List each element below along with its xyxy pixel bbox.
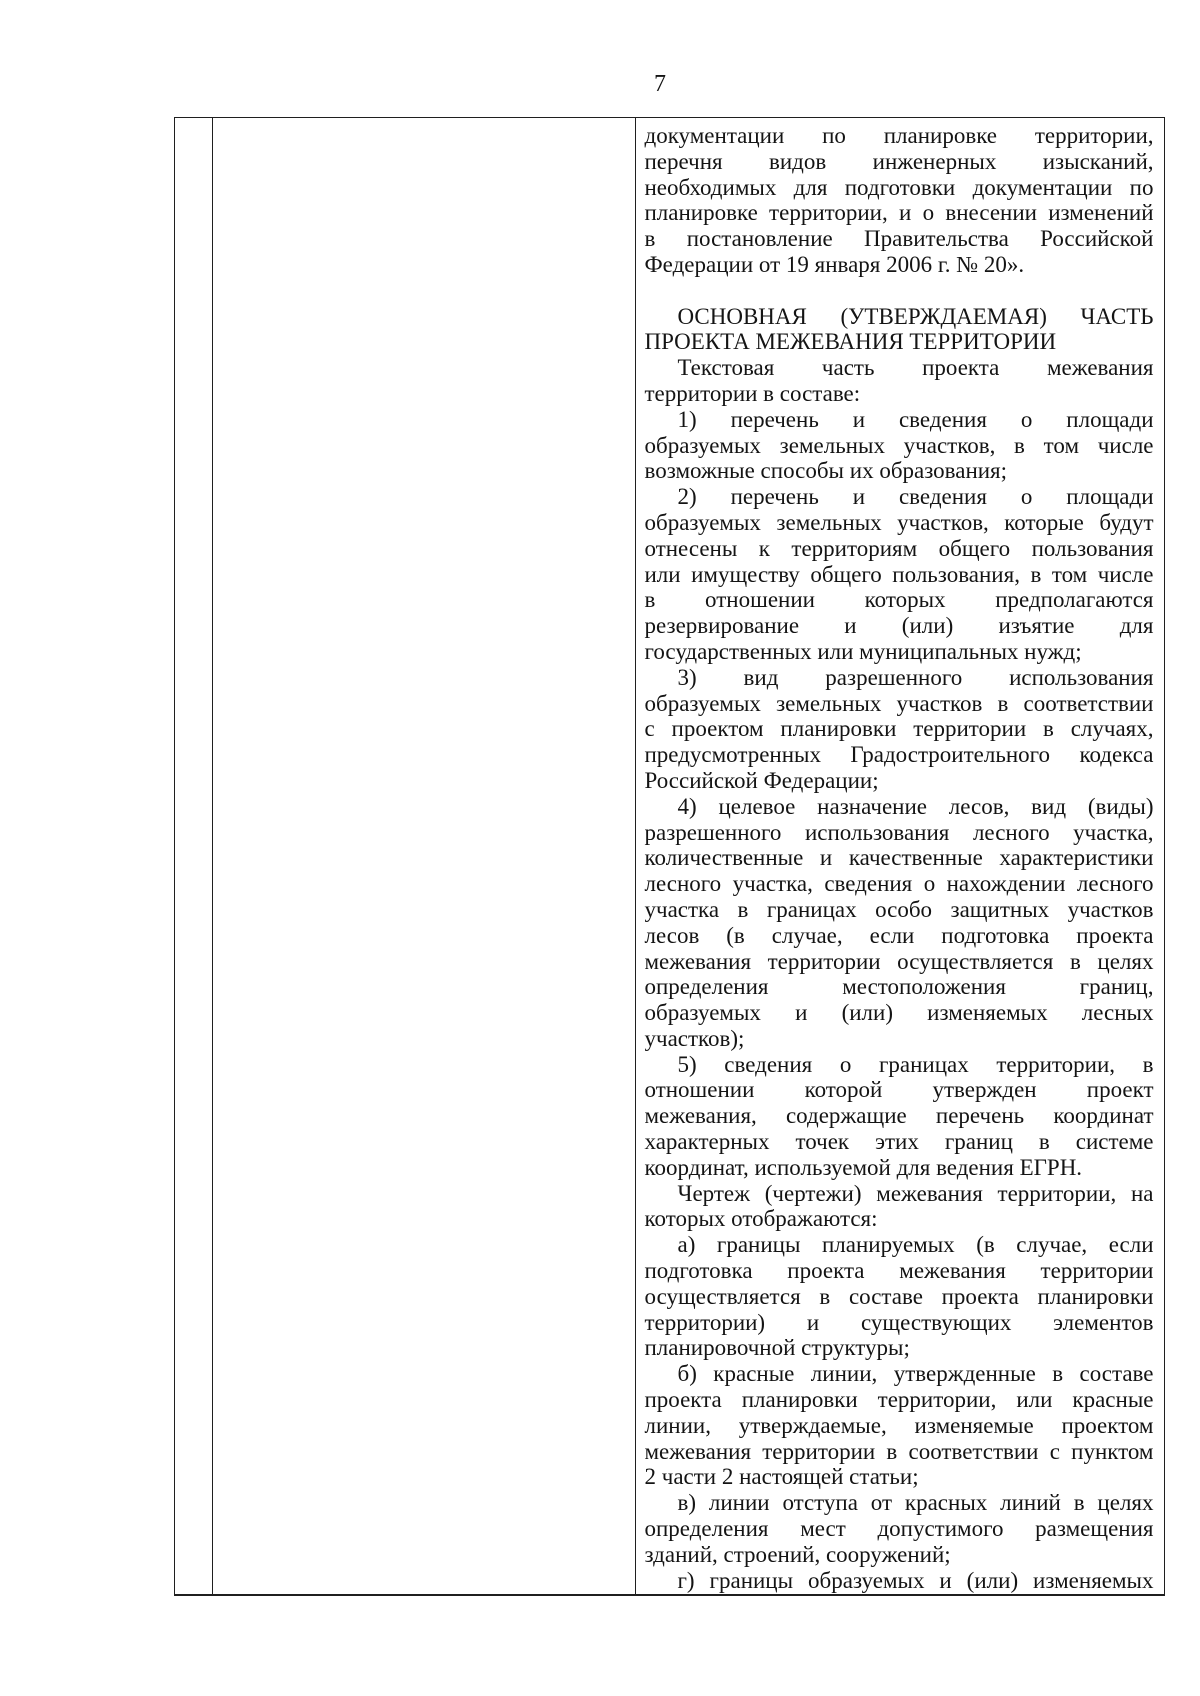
text-line: образуемых земельных участков в соответствии	[644, 690, 1154, 716]
text-line: документации по планировке территории,	[644, 123, 1154, 148]
text-line: участков);	[644, 1025, 745, 1051]
text-line: подготовка проекта межевания территории	[644, 1258, 1154, 1284]
text-line: б) красные линии, утвержденные в составе	[677, 1361, 1154, 1387]
text-line: отношении которой утвержден проект	[644, 1077, 1154, 1103]
text-line: ОСНОВНАЯ (УТВЕРЖДАЕМАЯ) ЧАСТЬ	[677, 303, 1154, 329]
text-line: образуемых земельных участков, в том числе	[644, 432, 1154, 458]
text-line: 4) целевое назначение лесов, вид (виды)	[677, 793, 1154, 819]
text-line: зданий, строений, сооружений;	[644, 1541, 951, 1567]
text-line: линии, утверждаемые, изменяемые проектом	[644, 1412, 1154, 1438]
text-line: ПРОЕКТА МЕЖЕВАНИЯ ТЕРРИТОРИИ	[644, 329, 1057, 355]
text-line: с проектом планировки территории в случаях,	[644, 716, 1154, 742]
table-cell-content	[636, 118, 1164, 1594]
paragraph-drawings	[645, 1181, 1154, 1233]
text-line: или имуществу общего пользования, в том числе	[644, 561, 1154, 587]
list-item-g	[645, 1568, 1154, 1594]
text-line: резервирование и (или) изъятие для	[644, 613, 1154, 639]
text-line: образуемых земельных участков, которые будут	[644, 509, 1154, 535]
text-line: определения местоположения границ,	[644, 974, 1154, 1000]
text-line: образуемых и (или) изменяемых лесных	[644, 1000, 1154, 1026]
text-line: в постановление Правительства Российской	[644, 226, 1154, 252]
list-item-1	[645, 407, 1154, 484]
text-line: в отношении которых предполагаются	[644, 587, 1154, 613]
text-line: 5) сведения о границах территории, в	[677, 1051, 1154, 1077]
text-line: Текстовая часть проекта межевания	[677, 355, 1154, 381]
paragraph-text-part	[645, 355, 1154, 407]
list-item-a	[645, 1232, 1154, 1361]
section-heading	[645, 304, 1154, 356]
text-line: 2 части 2 настоящей статьи;	[644, 1464, 919, 1490]
table-cell-title	[213, 118, 636, 1594]
text-line: планировочной структуры;	[644, 1335, 910, 1361]
text-line: 1) перечень и сведения о площади	[677, 406, 1154, 432]
list-item-5	[645, 1052, 1154, 1181]
text-line: Федерации от 19 января 2006 г. № 20».	[644, 251, 1025, 277]
list-item-v	[645, 1490, 1154, 1567]
text-line: г) границы образуемых и (или) изменяемых	[677, 1567, 1154, 1593]
text-line: координат, используемой для ведения ЕГРН.	[644, 1154, 1083, 1180]
text-line: а) границы планируемых (в случае, если	[677, 1232, 1154, 1258]
text-line: определения мест допустимого размещения	[644, 1516, 1154, 1542]
text-line: межевания, содержащие перечень координат	[644, 1103, 1154, 1129]
text-line: территории в составе:	[644, 380, 861, 406]
text-line: отнесены к территориям общего пользования	[644, 535, 1154, 561]
text-line: предусмотренных Градостроительного кодекса	[644, 742, 1154, 768]
text-line: осуществляется в составе проекта планировки	[644, 1283, 1154, 1309]
text-line: лесов (в случае, если подготовка проекта	[644, 922, 1154, 948]
table-cell-number	[175, 118, 213, 1594]
text-line: характерных точек этих границ в системе	[644, 1129, 1154, 1155]
document-table	[174, 117, 1165, 1596]
list-item-b	[645, 1361, 1154, 1490]
text-line: необходимых для подготовки документации по	[644, 174, 1154, 200]
text-line: проекта планировки территории, или красные	[644, 1387, 1154, 1413]
text-line: количественные и качественные характеристики	[644, 845, 1154, 871]
text-line: межевания территории в соответствии с пунктом	[644, 1438, 1154, 1464]
text-line: лесного участка, сведения о нахождении лесного	[644, 871, 1154, 897]
text-line: территории) и существующих элементов	[644, 1309, 1154, 1335]
text-line: Российской Федерации;	[644, 767, 879, 793]
list-item-4	[645, 794, 1154, 1052]
text-line: 3) вид разрешенного использования	[677, 664, 1154, 690]
text-line: возможные способы их образования;	[644, 458, 1008, 484]
text-line: перечня видов инженерных изысканий,	[644, 148, 1154, 174]
text-line: в) линии отступа от красных линий в целях	[677, 1490, 1154, 1516]
text-line: которых отображаются:	[644, 1206, 878, 1232]
text-line: Чертеж (чертежи) межевания территории, на	[677, 1180, 1154, 1206]
text-line: 2) перечень и сведения о площади	[677, 484, 1154, 510]
list-item-3	[645, 665, 1154, 794]
list-item-2	[645, 484, 1154, 665]
text-line: разрешенного использования лесного участка,	[644, 819, 1154, 845]
text-line: межевания территории осуществляется в целях	[644, 948, 1154, 974]
text-line: планировке территории, и о внесении изменений	[644, 200, 1154, 226]
page-number: 7	[654, 71, 666, 97]
text-line: участка в границах особо защитных участков	[644, 896, 1154, 922]
paragraph-continuation	[645, 123, 1154, 278]
text-line: государственных или муниципальных нужд;	[644, 638, 1082, 664]
